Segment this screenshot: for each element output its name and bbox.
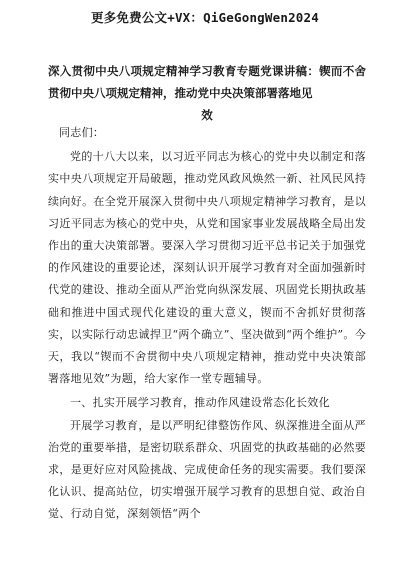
salutation: 同志们：	[59, 126, 105, 139]
title-line-2: 效	[201, 108, 213, 122]
title-line-1: 深入贯彻中央八项规定精神学习教育专题党课讲稿：锲而不舍贯彻中央八项规定精神，推动党中央决策部署落地见	[48, 64, 366, 100]
section-heading-1: 一、扎实开展学习教育，推动作风建设常态化长效化	[70, 396, 330, 410]
page-header: 更多免费公文+VX：QiGeGongWen2024	[91, 10, 319, 25]
document-title	[48, 60, 366, 126]
paragraph-intro: 党的十八大以来，以习近平同志为核心的党中央以制定和落实中央八项规定开局破题，推动党风政风焕然一新、社风民风持续向好。在全党开展深入贯彻中央八项规定精神学习教育，是以习近平同志为核心的党中央，从党和国家事业发展战略全局出发作出的重大决策部署。要深入学习贯彻习近平总书记关于加强党的作风建设的重要论述，深刻认识开展学习教育对全面加强新时代党的建设、推动全面从严治党向纵深发展、巩固党长期执政基础和推进中国式现代化建设的重大意义，锲而不舍抓好贯彻落实，以实际行动忠诚捍卫“两个确立”、坚决做到“两个维护”。今天，我以“锲而不舍贯彻中央八项规定精神，推动党中央决策部署落地见效”为题，给大家作一堂专题辅导。	[48, 150, 366, 386]
section-paragraph-1: 开展学习教育，是以严明纪律整饬作风、纵深推进全面从严治党的重要举措，是密切联系群众、巩固党的执政基础的必然要求，是更好应对风险挑战、完成使命任务的现实需要。我们要深化认识、提高站位，切实增强开展学习教育的思想自觉、政治自觉、行动自觉，深刻领悟“两个	[48, 418, 366, 521]
document-body	[48, 122, 366, 526]
